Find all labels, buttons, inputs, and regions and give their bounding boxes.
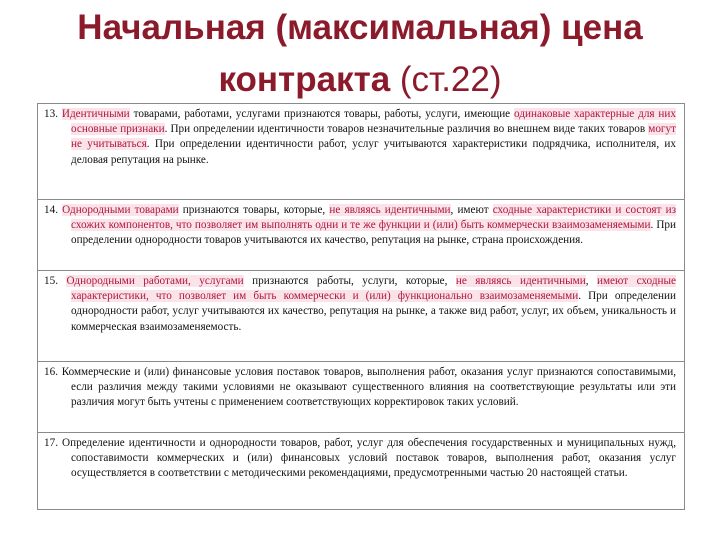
provision-row-14	[38, 200, 684, 271]
highlighted-term: сходные характеристики и состоят из схожих компонентов, что позволяет им выполнять одни и те же функции и (или) быть коммерчески взаимозаменяемыми	[71, 204, 676, 232]
highlighted-term: Однородными работами, услугами	[66, 275, 244, 287]
highlighted-term: имеют сходные характеристики, что позволяет им быть коммерчески и (или) функционально взаимозаменяемыми	[71, 275, 676, 303]
provision-text: , имеют	[450, 204, 493, 216]
provision-row-13	[38, 104, 684, 200]
provision-text: 14.	[44, 204, 63, 216]
provision-text: товарами, работами, услугами признаются товары, работы, услуги, имеющие	[129, 108, 515, 120]
provision-text: 15.	[44, 275, 67, 287]
highlighted-term: Однородными товарами	[62, 204, 179, 216]
provisions-table	[37, 103, 685, 510]
slide-title	[0, 0, 720, 106]
provision-text: ,	[585, 275, 597, 287]
provision-text: признаются товары, которые,	[178, 204, 330, 216]
provision-text: 17. Определение идентичности и однородности товаров, работ, услуг для обеспечения государственных и муниципальных нужд, сопоставимости коммерческих и (или) финансовых условий поставок товаров, выполнения работ, оказания услуг осуществляется в соответствии с методическими рекомендациями, предусмотренными частью 20 настоящей статьи.	[44, 437, 676, 480]
slide-title-main: Начальная (максимальная) цена контракта	[77, 8, 643, 99]
provision-text: 13.	[44, 108, 62, 120]
provision-row-16	[38, 362, 684, 433]
highlighted-term: Идентичными	[61, 108, 130, 120]
provision-text: . При определении идентичности работ, услуг учитываются характеристики подрядчика, исполнителя, их деловая репутация на рынке.	[71, 138, 676, 166]
provision-text: 16. Коммерческие и (или) финансовые условия поставок товаров, выполнения работ, оказания услуг признаются сопоставимыми, если различия между такими условиями не оказывают существенного влияния на соответствующие результаты или эти различия могут быть учтены с применением соответствующих корректировок таких условий.	[44, 366, 676, 409]
provision-text: . При определении однородности работ, услуг учитываются их качество, репутация на рынке, а также вид работ, услуг, их объем, уникальность и коммерческая взаимозаменяемость.	[71, 290, 676, 333]
highlighted-term: не являясь идентичными	[455, 275, 586, 287]
highlighted-term: одинаковые характерные для них основные признаки	[71, 108, 677, 136]
highlighted-term: не являясь идентичными	[329, 204, 451, 216]
provision-row-17	[38, 433, 684, 509]
highlighted-term: могут не учитываться	[71, 123, 676, 151]
provision-text: признаются работы, услуги, которые,	[243, 275, 456, 287]
provision-row-15	[38, 271, 684, 362]
slide-title-article: (ст.22)	[390, 60, 502, 99]
provision-text: . При определении однородности товаров учитываются их качество, репутация на рынке, страна происхождения.	[71, 219, 676, 247]
provision-text: . При определении идентичности товаров незначительные различия во внешнем виде таких товаров	[164, 123, 649, 136]
